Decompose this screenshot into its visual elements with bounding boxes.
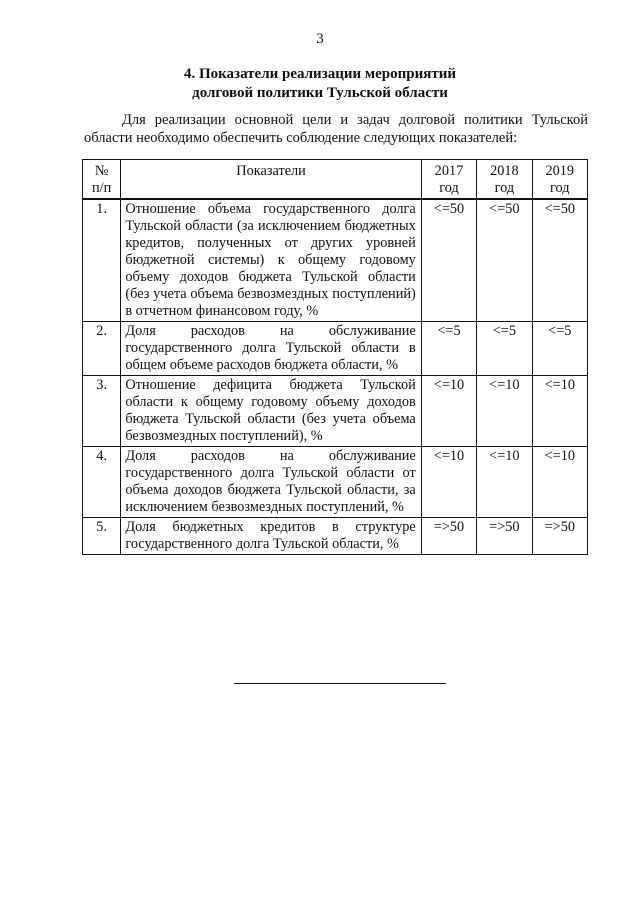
closing-rule: [234, 683, 446, 684]
header-number: [83, 160, 121, 200]
row-indicator: Доля бюджетных кредитов в структуре государственного долга Тульской области, %: [121, 518, 421, 555]
header-year-2017: [421, 160, 476, 200]
header-indicators: Показатели: [121, 160, 421, 200]
header-year-label: год: [494, 180, 515, 196]
row-indicator: Доля расходов на обслуживание государственного долга Тульской области от объема доходов бюджета Тульской области, за исключением безвозмездных поступлений, %: [121, 447, 421, 518]
table-row: [83, 322, 588, 376]
row-value-2019: <=5: [532, 322, 587, 376]
row-value-2018: <=10: [477, 376, 532, 447]
row-number: 4.: [83, 447, 121, 518]
row-value-2019: <=50: [532, 199, 587, 322]
table-row: [83, 199, 588, 322]
header-year-label: год: [550, 180, 570, 196]
intro-paragraph: Для реализации основной цели и задач долговой политики Тульской области необходимо обеспечить соблюдение следующих показателей:: [84, 112, 588, 146]
row-value-2017: =>50: [421, 518, 476, 555]
table-header-row: [83, 160, 588, 200]
header-year-value: 2018: [490, 163, 519, 179]
header-number-line-2: п/п: [92, 180, 112, 196]
header-year-2018: [477, 160, 532, 200]
table-row: [83, 376, 588, 447]
row-value-2017: <=5: [421, 322, 476, 376]
row-indicator: Доля расходов на обслуживание государственного долга Тульской области в общем объеме расходов бюджета области, %: [121, 322, 421, 376]
header-year-2019: [532, 160, 587, 200]
table-row: [83, 518, 588, 555]
page-number: 3: [316, 31, 324, 47]
row-value-2017: <=10: [421, 376, 476, 447]
section-title-line-1: 4. Показатели реализации мероприятий: [183, 66, 457, 82]
row-number: 1.: [83, 199, 121, 322]
table-row: [83, 447, 588, 518]
row-number: 5.: [83, 518, 121, 555]
header-year-label: год: [439, 180, 459, 196]
header-year-value: 2017: [434, 163, 464, 179]
row-value-2018: <=10: [477, 447, 532, 518]
row-indicator: Отношение дефицита бюджета Тульской области к общему годовому объему доходов бюджета Тульской области (без учета объема безвозмездных поступлений), %: [121, 376, 421, 447]
row-value-2018: <=5: [477, 322, 532, 376]
indicators-table: [82, 159, 588, 555]
row-value-2017: <=10: [421, 447, 476, 518]
section-title-line-2: долговой политики Тульской области: [192, 85, 448, 101]
row-value-2017: <=50: [421, 199, 476, 322]
row-value-2019: <=10: [532, 376, 587, 447]
header-number-line-1: №: [94, 163, 109, 179]
row-value-2019: <=10: [532, 447, 587, 518]
row-number: 3.: [83, 376, 121, 447]
row-value-2018: =>50: [477, 518, 532, 555]
row-number: 2.: [83, 322, 121, 376]
row-value-2019: =>50: [532, 518, 587, 555]
row-value-2018: <=50: [477, 199, 532, 322]
section-title: [80, 65, 560, 103]
header-year-value: 2019: [545, 163, 575, 179]
row-indicator: Отношение объема государственного долга Тульской области (за исключением бюджетных кредитов, полученных от других уровней бюджетной системы) к общему годовому объему доходов бюджета Тульской области (без учета объема безвозмездных поступлений) в отчетном финансовом году, %: [121, 199, 421, 322]
